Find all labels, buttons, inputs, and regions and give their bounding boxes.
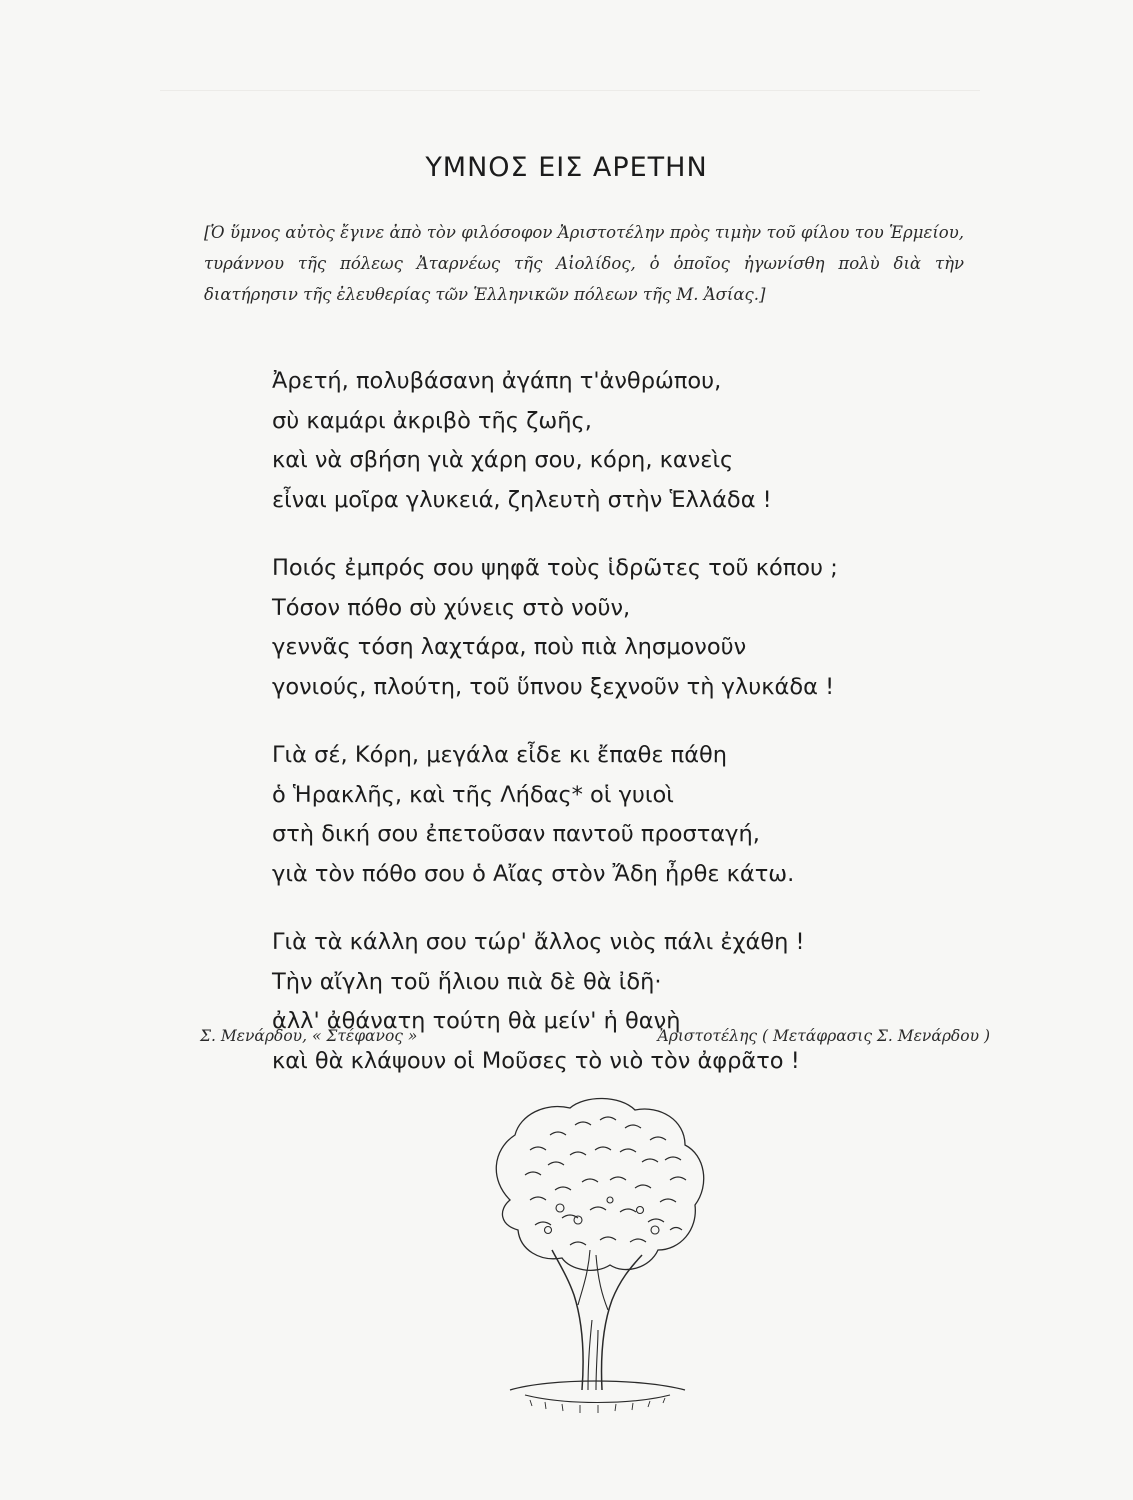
tree-illustration: [470, 1090, 720, 1420]
verse-line: καὶ θὰ κλάψουν οἱ Μοῦσες τὸ νιὸ τὸν ἀφρᾶτο !: [272, 1047, 800, 1074]
verse-line: καὶ νὰ σβήση γιὰ χάρη σου, κόρη, κανεὶς: [272, 447, 734, 473]
verse-line: Γιὰ σέ, Κόρη, μεγάλα εἶδε κι ἔπαθε πάθη: [272, 742, 728, 768]
verse-line: ἀλλ' ἀθάνατη τούτη θὰ μείν' ἡ θανὴ: [272, 1008, 681, 1034]
verse-line: σὺ καμάρι ἀκριβὸ τῆς ζωῆς,: [272, 407, 592, 434]
stanza-2: [272, 549, 1012, 707]
verse-line: Γιὰ τὰ κάλλη σου τώρ' ἄλλος νιὸς πάλι ἐχάθη !: [272, 929, 805, 955]
stanza-1: [272, 362, 1012, 520]
author-attribution: Ἀριστοτέλης ( Μετάφρασις Σ. Μενάρδου ): [657, 1027, 990, 1045]
verse-line: γονιούς, πλούτη, τοῦ ὕπνου ξεχνοῦν τὴ γλυκάδα !: [272, 673, 835, 700]
stanza-4: [272, 923, 1012, 1081]
verse-line: Ποιός ἐμπρός σου ψηφᾶ τοὺς ἱδρῶτες τοῦ κόπου ;: [272, 555, 838, 581]
verse-line: εἶναι μοῖρα γλυκειά, ζηλευτὴ στὴν Ἑλλάδα !: [272, 486, 772, 513]
footnote-source: Σ. Μενάρδου, « Στέφανος »: [200, 1027, 418, 1045]
verse-line: γεννᾶς τόση λαχτάρα, ποὺ πιὰ λησμονοῦν: [272, 634, 747, 660]
stanza-3: [272, 736, 1012, 894]
poem-title: ΥΜΝΟΣ ΕΙΣ ΑΡΕΤΗΝ: [425, 152, 708, 183]
verse-line: ὁ Ἡρακλῆς, καὶ τῆς Λήδας* οἱ γυιοὶ: [272, 781, 674, 808]
poem-body: [272, 362, 1012, 1110]
verse-line: γιὰ τὸν πόθο σου ὁ Αἴας στὸν Ἄδη ἦρθε κάτω.: [272, 860, 795, 887]
header-rule: [160, 90, 980, 91]
verse-line: στὴ δική σου ἐπετοῦσαν παντοῦ προσταγή,: [272, 821, 760, 847]
intro-note: [Ὁ ὕμνος αὐτὸς ἔγινε ἀπὸ τὸν φιλόσοφον Ἀριστοτέλην πρὸς τιμὴν τοῦ φίλου του Ἑρμείου, τυράννου τῆς πόλεως Ἀταρνέως τῆς Αἰολίδος, ὁ ὁποῖος ἠγωνίσθη πολὺ διὰ τὴν διατήρησιν τῆς ἐλευθερίας τῶν Ἑλληνικῶν πόλεων τῆς Μ. Ἀσίας.]: [204, 223, 964, 304]
verse-line: Τὴν αἴγλη τοῦ ἥλιου πιὰ δὲ θὰ ἰδῆ·: [272, 968, 662, 995]
verse-line: Τόσον πόθο σὺ χύνεις στὸ νοῦν,: [272, 594, 631, 621]
verse-line: Ἀρετή, πολυβάσανη ἀγάπη τ'ἀνθρώπου,: [272, 368, 722, 394]
